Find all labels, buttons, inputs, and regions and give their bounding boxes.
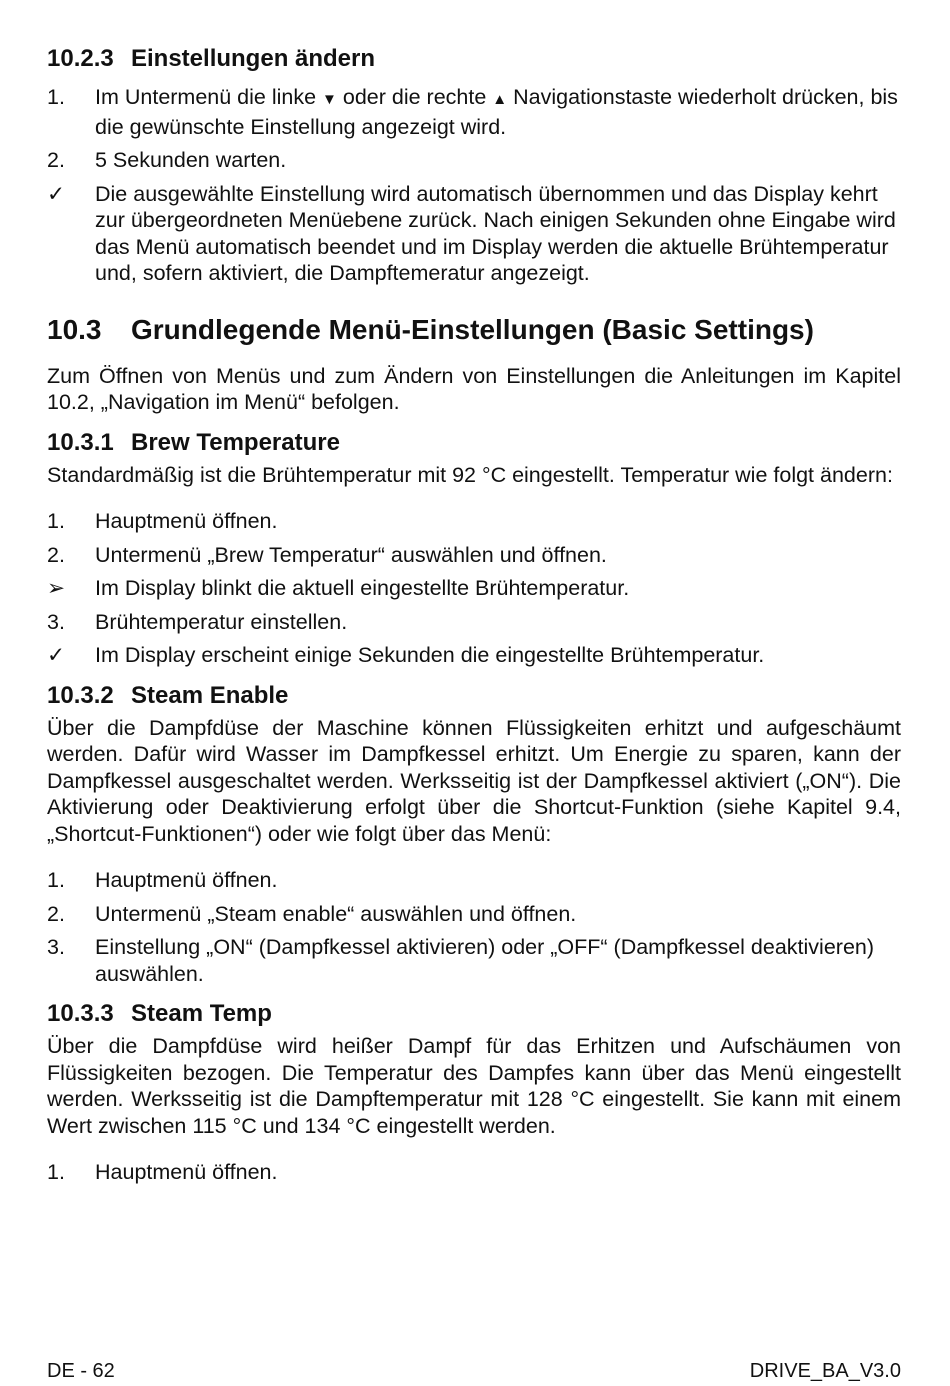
heading-number: 10.3 <box>47 313 102 345</box>
list-item <box>47 84 901 140</box>
step-text-part: oder die rechte <box>336 85 493 109</box>
heading-title: Steam Enable <box>131 681 289 709</box>
page-number: DE - 62 <box>47 1360 115 1382</box>
step-marker: 1. <box>47 85 65 109</box>
step-marker: 3. <box>47 609 65 634</box>
step-text: 5 Sekunden warten. <box>95 148 287 172</box>
document-version: DRIVE_BA_V3.0 <box>749 1360 901 1382</box>
list-item <box>47 542 901 569</box>
step-marker: 1. <box>47 1160 65 1184</box>
heading-title: Einstellungen ändern <box>131 45 376 72</box>
heading-10-3 <box>47 313 901 347</box>
heading-number: 10.3.3 <box>47 1000 114 1027</box>
step-marker: 2. <box>47 542 65 567</box>
section-intro: Standardmäßig ist die Brühtemperatur mit 92 °C eingestellt. Temperatur wie folgt ändern: <box>47 462 893 487</box>
step-marker: 1. <box>47 509 65 533</box>
list-item <box>47 642 901 669</box>
heading-number: 10.3.1 <box>47 428 114 456</box>
step-text: Die ausgewählte Einstellung wird automatisch übernommen und das Display kehrt zur übergeordneten Menüebene zurück. Nach einigen Sekunden ohne Eingabe wird das Menü automatisch beendet und im Display werden die aktuelle Brühtemperatur und, sofern aktiviert, die Dampftemeratur angezeigt. <box>95 181 896 285</box>
list-item <box>47 508 901 535</box>
steps-10-2-3 <box>47 84 901 287</box>
section-intro: Über die Dampfdüse wird heißer Dampf für das Erhitzen und Aufschäumen von Flüssigkeiten bezogen. Die Temperatur des Dampfes kann über das Menü eingestellt werden. Werksseitig ist die Dampftemperatur mit 128 °C eingestellt. Sie kann mit einem Wert zwischen 115 °C und 134 °C eingestellt werden. <box>47 1034 901 1138</box>
heading-10-3-2 <box>47 681 901 711</box>
section-intro: Über die Dampfdüse der Maschine können Flüssigkeiten erhitzt und aufgeschäumt werden. Dafür wird Wasser im Dampfkessel erhitzt. Um Energie zu sparen, kann der Dampfkessel ausgeschaltet werden. Werksseitig ist der Dampfkessel aktiviert („ON“). Die Aktivierung oder Deaktivierung erfolgt über die Shortcut-Funktion (siehe Kapitel 9.4, „Shortcut-Funktionen“) oder wie folgt über das Menü: <box>47 715 901 846</box>
steps-10-3-3 <box>47 1159 901 1186</box>
triangle-down-icon: ▼ <box>322 91 337 108</box>
triangle-up-icon: ▲ <box>492 91 508 108</box>
list-item <box>47 1159 901 1186</box>
check-icon: ✓ <box>47 181 66 206</box>
list-item <box>47 867 901 894</box>
heading-10-2-3 <box>47 44 901 74</box>
step-text: Einstellung „ON“ (Dampfkessel aktivieren) oder „OFF“ (Dampfkessel deaktivieren) auswählen. <box>95 935 875 986</box>
step-marker: 3. <box>47 935 65 959</box>
list-item <box>47 901 901 928</box>
heading-title: Brew Temperature <box>131 428 340 456</box>
heading-title: Steam Temp <box>131 1000 272 1027</box>
step-text: Im Display erscheint einige Sekunden die eingestellte Brühtemperatur. <box>95 643 765 667</box>
check-icon: ✓ <box>47 643 66 667</box>
heading-number: 10.3.2 <box>47 681 114 709</box>
steps-10-3-2 <box>47 867 901 987</box>
heading-10-3-3 <box>47 999 901 1029</box>
heading-10-3-1 <box>47 428 901 458</box>
step-text: Hauptmenü öffnen. <box>95 868 278 892</box>
list-item <box>47 181 901 287</box>
document-page <box>47 44 901 1186</box>
list-item <box>47 575 901 602</box>
step-marker: 2. <box>47 901 65 926</box>
step-marker: 1. <box>47 868 65 892</box>
step-text: Untermenü „Brew Temperatur“ auswählen und öffnen. <box>95 542 607 567</box>
step-text: Brühtemperatur einstellen. <box>95 609 348 634</box>
heading-number: 10.2.3 <box>47 45 114 72</box>
step-text: Hauptmenü öffnen. <box>95 1160 278 1184</box>
step-text-part: Navigationstaste wiederholt drücken, bis die gewünschte Einstellung angezeigt wird. <box>95 85 898 139</box>
step-marker: 2. <box>47 148 65 172</box>
step-text: Hauptmenü öffnen. <box>95 509 278 533</box>
list-item <box>47 609 901 636</box>
step-text: Untermenü „Steam enable“ auswählen und öffnen. <box>95 901 577 926</box>
arrow-right-icon: ➢ <box>47 576 66 600</box>
list-item <box>47 934 901 987</box>
section-intro: Zum Öffnen von Menüs und zum Ändern von Einstellungen die Anleitungen im Kapitel 10.2, „Navigation im Menü“ befolgen. <box>47 363 901 414</box>
step-text: Im Display blinkt die aktuell eingestellte Brühtemperatur. <box>95 576 630 600</box>
heading-title: Grundlegende Menü-Einstellungen (Basic Settings) <box>131 313 814 345</box>
steps-10-3-1 <box>47 508 901 669</box>
list-item <box>47 147 901 174</box>
step-text-part: Im Untermenü die linke <box>95 85 323 109</box>
